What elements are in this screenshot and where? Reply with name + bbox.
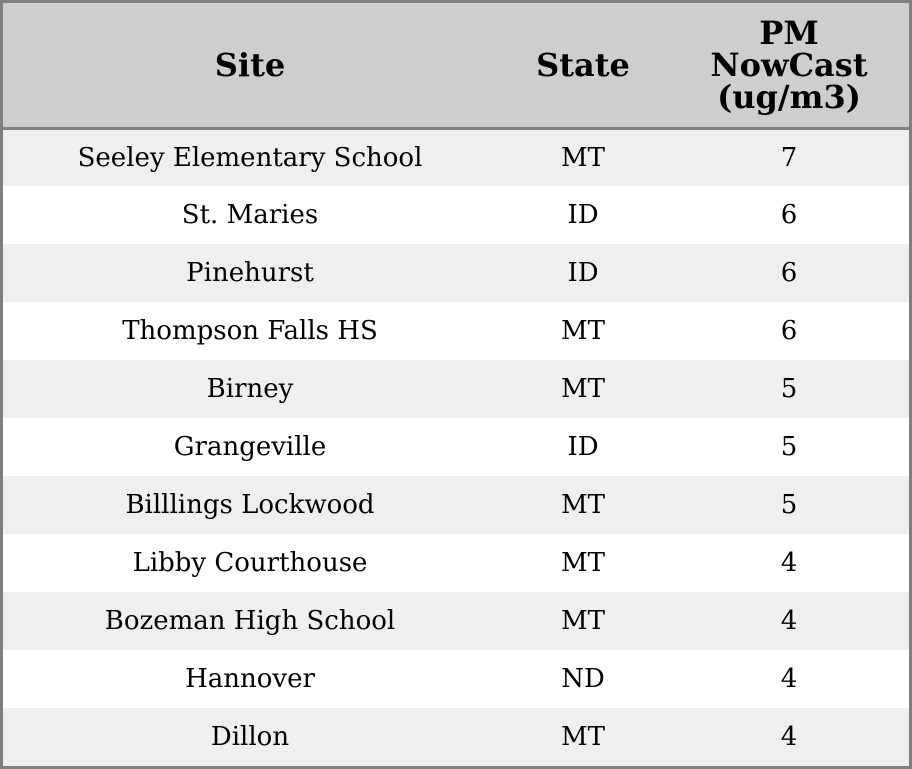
site-cell: Libby Courthouse [132, 548, 368, 578]
table-row [3, 244, 909, 302]
state-cell: ID [567, 432, 599, 462]
pm-value-cell: 7 [780, 142, 798, 173]
site-cell: Billlings Lockwood [125, 490, 375, 520]
site-cell: Hannover [185, 664, 315, 694]
pm-value-cell: 5 [780, 490, 798, 520]
site-cell: Dillon [210, 722, 290, 752]
pm-value-cell: 4 [780, 722, 798, 752]
state-cell: MT [561, 722, 605, 752]
pm-value-cell: 4 [780, 548, 798, 578]
table-row [3, 128, 909, 186]
site-cell: Birney [206, 374, 294, 404]
site-cell: Bozeman High School [104, 606, 396, 636]
pm-value-cell: 6 [780, 258, 798, 288]
state-cell: MT [561, 374, 605, 404]
table-row [3, 476, 909, 534]
state-cell: MT [561, 548, 605, 578]
site-cell: St. Maries [181, 200, 319, 230]
table-row [3, 708, 909, 766]
state-cell: ID [567, 200, 599, 230]
pm-header-line-3: (ug/m3) [717, 77, 861, 116]
table-row [3, 418, 909, 476]
state-cell: ND [561, 664, 605, 694]
state-cell: MT [561, 606, 605, 636]
table-row [3, 186, 909, 244]
state-cell: ID [567, 258, 599, 288]
state-cell: MT [561, 316, 605, 346]
site-cell: Thompson Falls HS [122, 316, 378, 346]
table-row [3, 534, 909, 592]
pm-value-cell: 6 [780, 200, 798, 230]
column-header-site: Site [214, 45, 286, 84]
column-header-state: State [536, 45, 630, 84]
pm-value-cell: 4 [780, 606, 798, 636]
table-header-row [3, 3, 909, 128]
pm-header-line-1: PM [759, 13, 819, 52]
site-cell: Grangeville [173, 432, 327, 462]
table-row [3, 592, 909, 650]
pm-value-cell: 4 [780, 664, 798, 694]
table-row [3, 360, 909, 418]
pm-nowcast-table [3, 3, 909, 766]
site-cell: Seeley Elementary School [77, 142, 423, 173]
pm-value-cell: 6 [780, 316, 798, 346]
column-header-pm-nowcast [669, 3, 909, 128]
table-row [3, 302, 909, 360]
state-cell: MT [561, 490, 605, 520]
pm-value-cell: 5 [780, 432, 798, 462]
state-cell: MT [561, 142, 605, 173]
pm-header-line-2: NowCast [710, 45, 868, 84]
pm-value-cell: 5 [780, 374, 798, 404]
table-row [3, 650, 909, 708]
site-cell: Pinehurst [186, 258, 314, 288]
